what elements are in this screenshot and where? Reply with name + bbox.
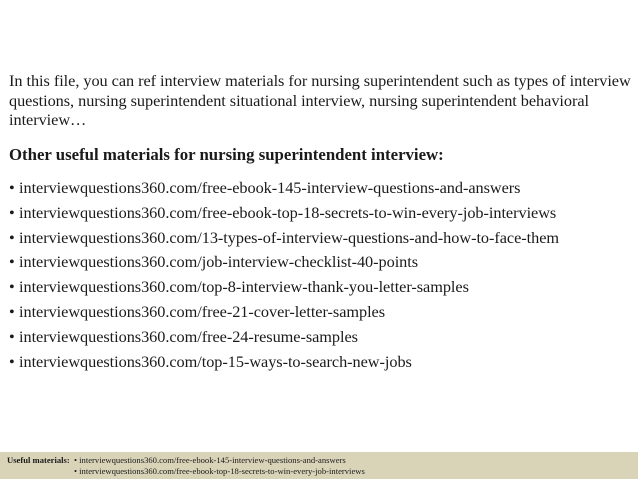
link-text[interactable]: interviewquestions360.com/job-interview-checklist-40-points — [19, 252, 419, 272]
link-item[interactable] — [9, 325, 559, 350]
footer-link[interactable]: • interviewquestions360.com/free-ebook-145-interview-questions-and-answers — [74, 455, 346, 465]
link-item[interactable] — [9, 226, 559, 251]
intro-paragraph: In this file, you can ref interview materials for nursing superintendent such as types of interview questions, nursing superintendent situational interview, nursing superintendent behavioral interview… — [9, 71, 631, 129]
footer-bar — [0, 452, 638, 479]
link-item[interactable] — [9, 300, 559, 325]
link-item[interactable] — [9, 350, 559, 375]
footer-label: Useful materials: — [7, 455, 70, 465]
bullet-icon: • — [9, 326, 15, 346]
bullet-icon: • — [9, 227, 15, 247]
link-text[interactable]: interviewquestions360.com/top-8-interview-thank-you-letter-samples — [19, 277, 469, 297]
link-text[interactable]: interviewquestions360.com/free-24-resume-samples — [19, 326, 358, 346]
link-text[interactable]: interviewquestions360.com/13-types-of-interview-questions-and-how-to-face-them — [19, 227, 560, 247]
footer-link-list — [74, 455, 365, 476]
link-text[interactable]: interviewquestions360.com/top-15-ways-to-search-new-jobs — [19, 351, 412, 371]
link-item[interactable] — [9, 250, 559, 275]
link-text[interactable]: interviewquestions360.com/free-ebook-top-18-secrets-to-win-every-job-interviews — [19, 202, 557, 222]
link-text[interactable]: interviewquestions360.com/free-21-cover-letter-samples — [19, 301, 386, 321]
bullet-icon: • — [9, 301, 15, 321]
materials-heading: Other useful materials for nursing superintendent interview: — [9, 145, 444, 164]
link-item[interactable] — [9, 201, 559, 226]
link-text[interactable]: interviewquestions360.com/free-ebook-145-interview-questions-and-answers — [19, 178, 521, 197]
bullet-icon: • — [9, 178, 15, 197]
bullet-icon: • — [9, 351, 15, 371]
bullet-icon: • — [9, 252, 15, 272]
bullet-icon: • — [9, 277, 15, 297]
materials-link-list — [9, 176, 559, 374]
footer-link[interactable]: • interviewquestions360.com/free-ebook-top-18-secrets-to-win-every-job-interviews — [74, 465, 365, 476]
link-item[interactable] — [9, 275, 559, 300]
bullet-icon: • — [9, 202, 15, 222]
link-item[interactable] — [9, 176, 559, 201]
